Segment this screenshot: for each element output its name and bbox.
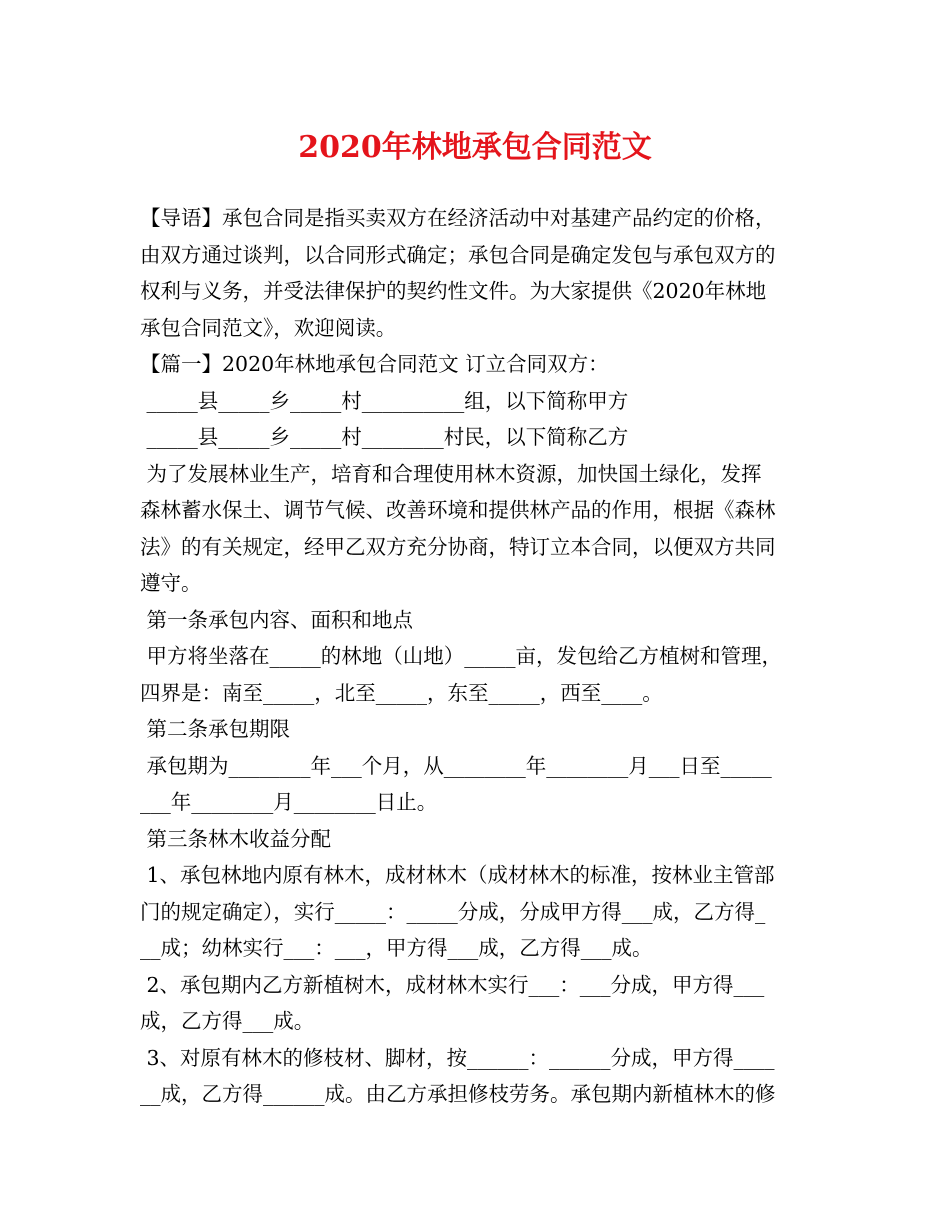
section-heading: 第二条承包期限 xyxy=(140,717,291,741)
body-line: __成，乙方得______成。由乙方承担修枝劳务。承包期内新植林木的修 xyxy=(140,1082,776,1106)
body-line: 遵守。 xyxy=(140,571,202,595)
body-line: 由双方通过谈判，以合同形式确定；承包合同是确定发包与承包双方的 xyxy=(140,242,776,267)
body-line: 为了发展林业生产，培育和合理使用林木资源，加快国土绿化，发挥 xyxy=(140,461,762,486)
body-line: _____县_____乡_____村________村民，以下简称乙方 xyxy=(140,425,629,449)
body-line: 四界是：南至_____，北至_____，东至_____，西至____。 xyxy=(140,680,663,705)
body-line: 承包期为________年___个月，从________年________月___日至_____ xyxy=(140,753,772,778)
body-line: 法》的有关规定，经甲乙双方充分协商，特订立本合同，以便双方共同 xyxy=(140,534,776,559)
body-line: 森林蓄水保土、调节气候、改善环境和提供林产品的作用，根据《森林 xyxy=(140,498,776,522)
body-line: 权利与义务，并受法律保护的契约性文件。为大家提供《2020年林地 xyxy=(140,279,767,303)
body-line: 成，乙方得___成。 xyxy=(140,1009,315,1033)
body-line: 1、承包林地内原有林木，成材林木（成材林木的标准，按林业主管部 xyxy=(140,863,775,887)
body-line: ___年________月________日止。 xyxy=(140,790,438,814)
body-line: 承包合同范文》，欢迎阅读。 xyxy=(140,315,397,340)
document-body xyxy=(140,200,820,1113)
body-line: 门的规定确定），实行_____：_____分成，分成甲方得___成，乙方得_ xyxy=(140,899,766,924)
section-heading: 第三条林木收益分配 xyxy=(140,826,332,851)
document-title: 2020年林地承包合同范文 xyxy=(298,130,652,165)
body-line: 3、对原有林木的修枝材、脚材，按______：______分成，甲方得____ xyxy=(140,1045,775,1070)
body-line: 【导语】承包合同是指买卖双方在经济活动中对基建产品约定的价格， xyxy=(140,206,776,230)
body-line: _____县_____乡_____村__________组，以下简称甲方 xyxy=(140,388,629,413)
body-line: 【篇一】2020年林地承包合同范文 订立合同双方： xyxy=(140,352,609,376)
body-line: 甲方将坐落在_____的林地（山地）_____亩，发包给乙方植树和管理， xyxy=(140,644,783,668)
body-line: 2、承包期内乙方新植树木，成材林木实行___：___分成，甲方得___ xyxy=(140,972,765,997)
section-heading: 第一条承包内容、面积和地点 xyxy=(140,607,414,632)
body-line: __成；幼林实行___：___，甲方得___成，乙方得___成。 xyxy=(140,936,653,960)
